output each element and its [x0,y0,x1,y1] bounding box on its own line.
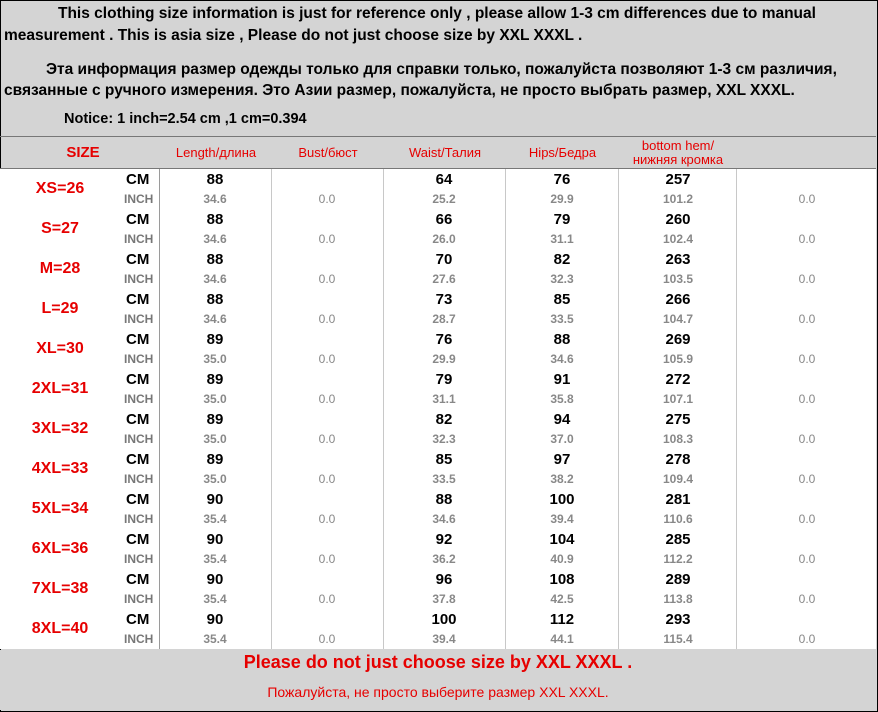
unit-inch-label: INCH [124,432,154,446]
waist-cm-value: 64 [435,171,453,188]
note-english-line2: measurement . This is asia size , Please do not just choose size by XXL XXXL . [4,27,583,44]
waist-inch-value: 32.3 [432,432,456,446]
hem-inch-value: 102.4 [662,232,694,246]
size-label: L=29 [41,300,79,317]
hem-cm-value: 281 [665,491,691,508]
hips-inch-value: 40.9 [550,552,574,566]
hips-inch-value: 38.2 [550,472,574,486]
extra-inch-value: 0.0 [798,432,816,446]
length-cm-value: 90 [206,571,224,588]
hem-inch-value: 110.6 [663,512,693,526]
length-inch-value: 34.6 [203,232,227,246]
length-cm-value: 88 [206,211,224,228]
hem-inch-value: 113.8 [663,592,693,606]
hem-inch-value: 115.4 [663,632,693,646]
extra-inch-value: 0.0 [798,512,816,526]
unit-cm-label: CM [126,491,150,508]
length-cm-value: 88 [206,291,224,308]
unit-cm-label: CM [126,411,150,428]
waist-cm-value: 70 [435,251,453,268]
header-hem-line1: bottom hem/ [641,137,715,153]
table-row [0,329,876,369]
waist-cm-value: 73 [435,291,453,308]
waist-cm-value: 100 [431,611,457,628]
waist-inch-value: 33.5 [432,472,456,486]
length-cm-value: 89 [206,331,224,348]
table-row [0,169,876,209]
unit-inch-label: INCH [124,552,154,566]
hem-cm-value: 263 [665,251,691,268]
note-english-line1: This clothing size information is just for reference only , please allow 1-3 cm differences due to manual [58,5,816,22]
table-row [0,369,876,409]
length-inch-value: 35.0 [203,392,227,406]
size-label: XS=26 [35,180,85,197]
waist-cm-value: 96 [435,571,453,588]
unit-inch-label: INCH [124,632,154,646]
footer-warning-russian: Пожалуйста, не просто выберите размер XXL XXXL. [267,684,609,700]
bust-inch-value: 0.0 [318,592,336,606]
extra-inch-value: 0.0 [798,632,816,646]
waist-inch-value: 25.2 [432,192,456,206]
unit-cm-label: CM [126,211,150,228]
length-inch-value: 34.6 [203,192,227,206]
size-label: S=27 [41,220,79,237]
unit-inch-label: INCH [124,472,154,486]
hem-inch-value: 109.4 [662,472,694,486]
hips-cm-value: 104 [549,531,575,548]
hem-inch-value: 108.3 [662,432,694,446]
size-label: 4XL=33 [31,460,89,477]
hem-inch-value: 104.7 [662,312,694,326]
hem-cm-value: 285 [665,531,691,548]
bust-inch-value: 0.0 [318,352,336,366]
header-hips: Hips/Бедра [528,144,597,160]
unit-inch-label: INCH [124,272,154,286]
header-waist: Waist/Талия [408,144,482,160]
waist-inch-value: 29.9 [432,352,456,366]
unit-inch-label: INCH [124,592,154,606]
table-row [0,249,876,289]
size-label: M=28 [39,260,81,277]
bust-inch-value: 0.0 [318,192,336,206]
length-cm-value: 90 [206,611,224,628]
notes-panel [0,0,876,136]
unit-inch-label: INCH [124,192,154,206]
size-label: 2XL=31 [31,380,89,397]
header-length: Length/длина [175,144,257,160]
note-russian-line2: связанные с ручного измерения. Это Азии размер, пожалуйста, не просто выбрать размер, XXL XXXL. [4,82,795,99]
length-inch-value: 35.4 [203,632,227,646]
unit-inch-label: INCH [124,512,154,526]
hem-cm-value: 260 [665,211,691,228]
table-row [0,489,876,529]
length-inch-value: 35.0 [203,432,227,446]
length-inch-value: 35.0 [203,472,227,486]
hem-cm-value: 266 [665,291,691,308]
length-cm-value: 89 [206,411,224,428]
extra-inch-value: 0.0 [798,232,816,246]
bust-inch-value: 0.0 [318,552,336,566]
hips-cm-value: 97 [553,451,571,468]
hem-cm-value: 275 [665,411,691,428]
extra-inch-value: 0.0 [798,192,816,206]
hips-cm-value: 112 [549,611,575,628]
table-header [0,136,876,169]
hips-cm-value: 108 [549,571,575,588]
unit-cm-label: CM [126,571,150,588]
header-size: SIZE [66,143,100,161]
hem-cm-value: 272 [665,371,691,388]
header-hem-line2: нижняя кромка [632,151,724,167]
footer-warning-english: Please do not just choose size by XXL XXXL . [243,652,633,672]
waist-inch-value: 37.8 [432,592,456,606]
table-row [0,449,876,489]
hem-inch-value: 112.2 [663,552,693,566]
hips-cm-value: 91 [553,371,571,388]
hips-cm-value: 85 [553,291,571,308]
length-inch-value: 35.0 [203,352,227,366]
length-cm-value: 89 [206,371,224,388]
table-row [0,529,876,569]
size-label: 5XL=34 [31,500,89,517]
hem-inch-value: 105.9 [662,352,694,366]
extra-inch-value: 0.0 [798,272,816,286]
waist-cm-value: 66 [435,211,453,228]
hips-cm-value: 82 [553,251,571,268]
hips-cm-value: 94 [553,411,571,428]
length-cm-value: 90 [206,531,224,548]
hips-inch-value: 39.4 [550,512,574,526]
length-cm-value: 88 [206,251,224,268]
waist-cm-value: 88 [435,491,453,508]
hips-inch-value: 33.5 [550,312,574,326]
unit-cm-label: CM [126,611,150,628]
waist-inch-value: 26.0 [432,232,456,246]
waist-cm-value: 82 [435,411,453,428]
size-label: 7XL=38 [31,580,89,597]
conversion-notice: Notice: 1 inch=2.54 cm ,1 cm=0.394 [64,111,307,127]
hips-inch-value: 32.3 [550,272,574,286]
hem-cm-value: 289 [665,571,691,588]
bust-inch-value: 0.0 [318,432,336,446]
bust-inch-value: 0.0 [318,232,336,246]
hips-inch-value: 35.8 [550,392,574,406]
hips-inch-value: 34.6 [550,352,574,366]
extra-inch-value: 0.0 [798,552,816,566]
size-label: XL=30 [36,340,84,357]
extra-inch-value: 0.0 [798,472,816,486]
hem-inch-value: 103.5 [662,272,694,286]
unit-inch-label: INCH [124,232,154,246]
length-cm-value: 90 [206,491,224,508]
unit-cm-label: CM [126,251,150,268]
waist-cm-value: 79 [435,371,453,388]
length-inch-value: 34.6 [203,312,227,326]
extra-inch-value: 0.0 [798,592,816,606]
length-inch-value: 34.6 [203,272,227,286]
extra-inch-value: 0.0 [798,312,816,326]
hips-cm-value: 79 [553,211,571,228]
waist-inch-value: 34.6 [432,512,456,526]
hips-cm-value: 76 [553,171,571,188]
table-row [0,209,876,249]
hem-inch-value: 101.2 [662,192,694,206]
length-cm-value: 89 [206,451,224,468]
extra-inch-value: 0.0 [798,392,816,406]
hem-cm-value: 278 [665,451,691,468]
hips-cm-value: 88 [553,331,571,348]
bust-inch-value: 0.0 [318,512,336,526]
extra-inch-value: 0.0 [798,352,816,366]
table-row [0,569,876,609]
hips-inch-value: 31.1 [550,232,574,246]
hem-inch-value: 107.1 [662,392,694,406]
bust-inch-value: 0.0 [318,272,336,286]
hips-inch-value: 44.1 [550,632,574,646]
hem-cm-value: 293 [665,611,691,628]
table-row [0,289,876,329]
waist-inch-value: 28.7 [432,312,456,326]
size-label: 3XL=32 [31,420,89,437]
bust-inch-value: 0.0 [318,312,336,326]
header-bust: Bust/бюст [298,144,358,160]
bust-inch-value: 0.0 [318,392,336,406]
hem-cm-value: 269 [665,331,691,348]
bust-inch-value: 0.0 [318,472,336,486]
unit-cm-label: CM [126,371,150,388]
waist-inch-value: 27.6 [432,272,456,286]
waist-inch-value: 31.1 [432,392,456,406]
hips-inch-value: 42.5 [550,592,574,606]
length-inch-value: 35.4 [203,592,227,606]
waist-cm-value: 85 [435,451,453,468]
length-cm-value: 88 [206,171,224,188]
unit-cm-label: CM [126,291,150,308]
unit-cm-label: CM [126,331,150,348]
bust-inch-value: 0.0 [318,632,336,646]
hips-inch-value: 29.9 [550,192,574,206]
hips-cm-value: 100 [549,491,575,508]
unit-cm-label: CM [126,531,150,548]
unit-inch-label: INCH [124,352,154,366]
footer-panel [0,650,876,710]
unit-cm-label: CM [126,171,150,188]
unit-inch-label: INCH [124,392,154,406]
size-label: 8XL=40 [31,620,89,637]
unit-inch-label: INCH [124,312,154,326]
hem-cm-value: 257 [665,171,691,188]
note-russian-line1: Эта информация размер одежды только для справки только, пожалуйста позволяют 1-3 см различия, [46,61,837,78]
size-label: 6XL=36 [31,540,89,557]
table-row [0,609,876,649]
length-inch-value: 35.4 [203,512,227,526]
size-table-body [0,169,876,649]
waist-inch-value: 39.4 [432,632,456,646]
header-bottom-hem [619,137,737,168]
waist-inch-value: 36.2 [432,552,456,566]
waist-cm-value: 92 [435,531,453,548]
hips-inch-value: 37.0 [550,432,574,446]
table-row [0,409,876,449]
length-inch-value: 35.4 [203,552,227,566]
waist-cm-value: 76 [435,331,453,348]
unit-cm-label: CM [126,451,150,468]
